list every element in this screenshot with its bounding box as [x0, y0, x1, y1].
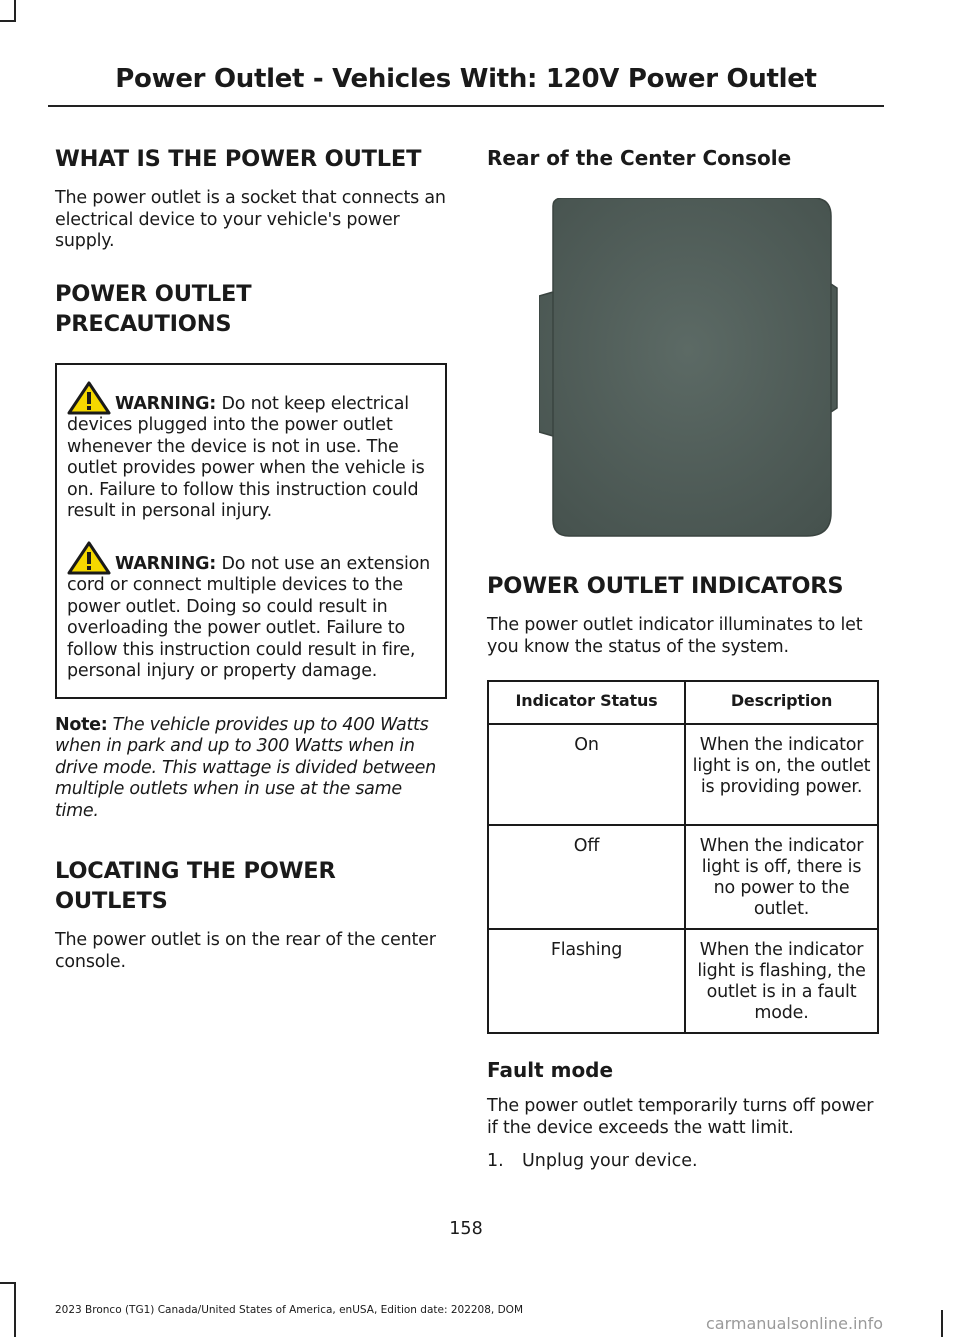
crop-mark	[14, 1282, 16, 1337]
table-cell-status: On	[488, 724, 685, 825]
warning-item	[67, 541, 435, 683]
page-header-title: Power Outlet - Vehicles With: 120V Power Outlet	[115, 64, 817, 94]
list-item-text: Unplug your device.	[522, 1151, 698, 1171]
section-body-locating: The power outlet is on the rear of the center console.	[55, 930, 436, 972]
crop-mark	[941, 1310, 943, 1337]
table-cell-description: When the indicator light is flashing, the outlet is in a fault mode.	[685, 929, 878, 1033]
warning-icon	[67, 541, 111, 575]
note-text: The vehicle provides up to 400 Watts when in park and up to 300 Watts when in drive mode. This wattage is divided between multiple outlets when in use at the same time.	[55, 714, 436, 821]
warning-label: WARNING:	[115, 553, 217, 574]
warning-item	[67, 381, 435, 523]
right-column	[487, 140, 879, 1173]
list-item-number: 1.	[487, 1151, 504, 1171]
warning-icon	[67, 381, 111, 415]
left-column	[55, 140, 447, 973]
subsection-title-fault-mode: Fault mode	[487, 1058, 614, 1082]
crop-mark	[14, 0, 16, 20]
section-body-what-is: The power outlet is a socket that connects an electrical device to your vehicle's power supply.	[55, 188, 446, 251]
note-label: Note:	[55, 714, 108, 735]
indicator-status-table	[487, 680, 879, 1034]
table-row	[488, 724, 878, 825]
list-item	[487, 1151, 879, 1173]
section-title-what-is: WHAT IS THE POWER OUTLET	[55, 146, 422, 172]
table-row	[488, 825, 878, 929]
center-console-illustration	[539, 198, 839, 543]
section-title-precautions-1: POWER OUTLET	[55, 280, 252, 307]
section-title-locating-2: OUTLETS	[55, 888, 168, 914]
section-body-indicators: The power outlet indicator illuminates to let you know the status of the system.	[487, 615, 863, 657]
table-header-cell: Indicator Status	[488, 681, 685, 724]
warning-text: Do not keep electrical devices plugged into the power outlet whenever the device is not in use. The outlet provides power when the vehicle is on. Failure to follow this instruction could result in personal injury.	[67, 393, 425, 521]
watermark[interactable]: carmanualsonline.info	[706, 1314, 884, 1333]
warning-text: Do not use an extension cord or connect multiple devices to the power outlet. Doing so could result in overloading the power outlet. Failure to follow this instruction could result in fire, personal injury or property damage.	[67, 553, 431, 681]
table-cell-status: Off	[488, 825, 685, 929]
table-cell-description: When the indicator light is off, there is no power to the outlet.	[685, 825, 878, 929]
crop-mark	[0, 1282, 16, 1284]
footer-edition: 2023 Bronco (TG1) Canada/United States of America, enUSA, Edition date: 202208, DOM	[55, 1304, 524, 1316]
table-header-cell: Description	[685, 681, 878, 724]
header-rule	[48, 105, 884, 107]
section-title-indicators: POWER OUTLET INDICATORS	[487, 573, 844, 599]
note	[55, 715, 447, 823]
warning-label: WARNING:	[115, 393, 217, 414]
table-header-row	[488, 681, 878, 724]
page-number: 158	[449, 1219, 483, 1239]
warning-box	[55, 363, 447, 699]
figure-title: Rear of the Center Console	[487, 146, 792, 170]
table-row	[488, 929, 878, 1033]
crop-mark	[0, 20, 16, 22]
table-cell-status: Flashing	[488, 929, 685, 1033]
subsection-body-fault-mode: The power outlet temporarily turns off power if the device exceeds the watt limit.	[487, 1096, 874, 1138]
table-cell-description: When the indicator light is on, the outlet is providing power.	[685, 724, 878, 825]
section-title-locating-1: LOCATING THE POWER	[55, 858, 336, 884]
section-title-precautions-2: PRECAUTIONS	[55, 310, 232, 337]
